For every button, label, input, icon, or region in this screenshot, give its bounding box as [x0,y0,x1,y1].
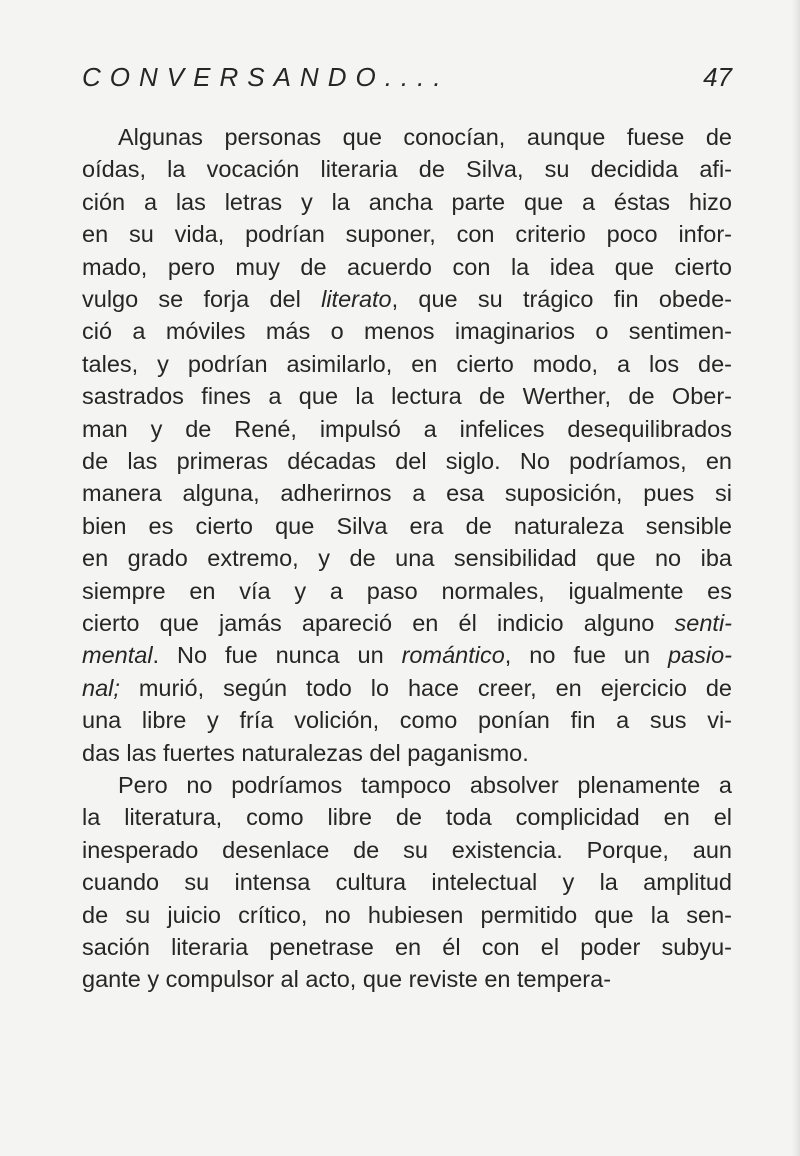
text-line [82,673,732,704]
text-line: la literatura, como libre de toda complicidad en el [82,804,732,831]
text-segment: murió, según todo lo hace creer, en ejercicio de [119,674,732,701]
italic-word: senti- [674,610,732,636]
italic-word: pasio- [668,642,733,669]
page-number: 47 [703,62,732,92]
text-line: sación literaria penetrase en él con el poder subyu- [82,934,732,960]
running-head [82,62,732,102]
italic-word: romántico [401,642,505,669]
text-line [82,608,732,639]
text-line: man y de René, impulsó a infelices desequilibrados [82,415,732,442]
italic-word: literato [321,286,392,312]
text-line: mado, pero muy de acuerdo con la idea que cierto [82,253,732,280]
text-line [82,640,732,671]
italic-word: mental [82,642,153,669]
text-line: Algunas personas que conocían, aunque fuese de [118,124,732,150]
text-line: bien es cierto que Silva era de naturaleza sensible [82,512,732,539]
text-line: oídas, la vocación literaria de Silva, su decidida afi- [82,156,732,183]
italic-word: nal; [82,674,120,701]
text-segment: cierto que jamás apareció en él indicio alguno [82,610,675,636]
text-line: ción a las letras y la ancha parte que a éstas hizo [82,188,732,215]
text-line: ció a móviles más o menos imaginarios o sentimen- [82,318,732,345]
text-segment: vulgo se forja del [82,286,322,312]
text-segment: , no fue un [504,642,668,669]
text-line: inesperado desenlace de su existencia. Porque, aun [82,836,732,863]
text-line: en su vida, podrían suponer, con criterio poco infor- [82,221,732,248]
text-line: manera alguna, adherirnos a esa suposición, pues si [82,480,732,507]
page-edge-shadow [792,0,800,1156]
text-line: sastrados fines a que la lectura de Werther, de Ober- [82,383,732,410]
text-line: das las fuertes naturalezas del paganismo. [82,739,529,766]
text-line: una libre y fría volición, como ponían fin a sus vi- [82,707,732,734]
text-line: siempre en vía y a paso normales, igualmente es [82,577,732,604]
text-line: en grado extremo, y de una sensibilidad que no iba [82,545,732,572]
text-line: de su juicio crítico, no hubiesen permitido que la sen- [82,901,732,928]
text-line: Pero no podríamos tampoco absolver plenamente a [118,772,732,798]
text-segment: , que su trágico fin obede- [391,286,732,312]
text-line [82,284,732,315]
text-line: gante y compulsor al acto, que reviste en tempera- [82,966,612,993]
running-head-title: CONVERSANDO.... [82,62,450,92]
text-line: cuando su intensa cultura intelectual y la amplitud [82,869,732,896]
text-segment: . No fue nunca un [152,642,402,669]
text-line: tales, y podrían asimilarlo, en cierto modo, a los de- [82,350,732,377]
text-line: de las primeras décadas del siglo. No podríamos, en [82,448,732,474]
